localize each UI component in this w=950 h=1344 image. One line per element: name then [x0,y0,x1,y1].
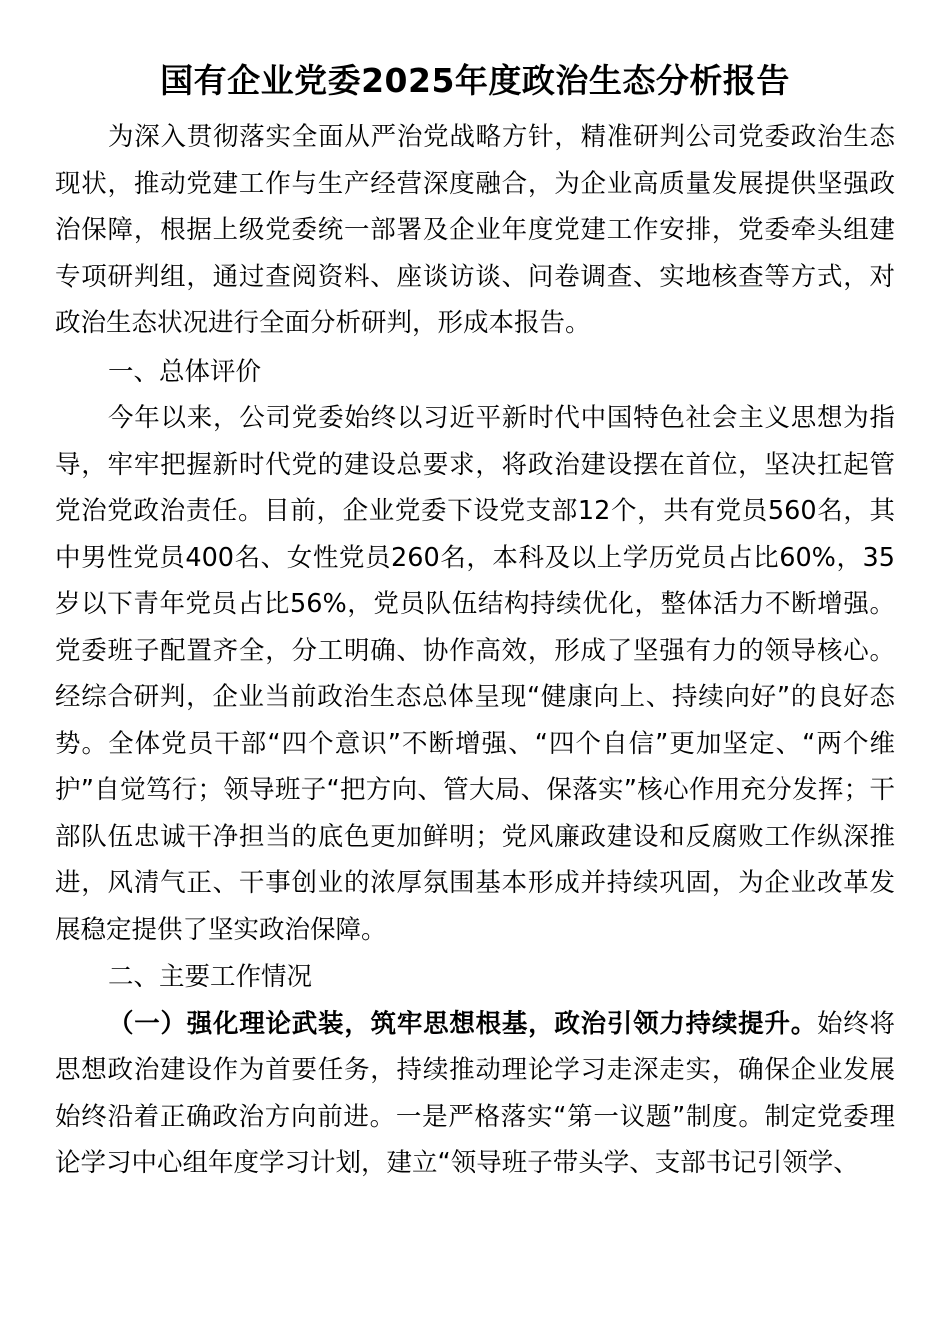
section-heading-main-work: 二、主要工作情况 [108,962,313,992]
intro-paragraph: 为深入贯彻落实全面从严治党战略方针，精准研判公司党委政治生态现状，推动党建工作与生产经营深度融合，为企业高质量发展提供坚强政治保障，根据上级党委统一部署及企业年度党建工作安排，党委牵头组建专项研判组，通过查阅资料、座谈访谈、问卷调查、实地核查等方式，对政治生态状况进行全面分析研判，形成本报告。 [55,122,895,338]
subsection-one-text: 始终将思想政治建设作为首要任务，持续推动理论学习走深走实，确保企业发展始终沿着正确政治方向前进。一是严格落实“第一议题”制度。制定党委理论学习中心组年度学习计划，建立“领导班子带头学、支部书记引领学、 [55,1008,895,1178]
section-heading-overall-evaluation: 一、总体评价 [108,356,262,387]
document-body [55,0,895,1187]
subsection-one-lead: （一）强化理论武装，筑牢思想根基，政治引领力持续提升。 [108,1008,817,1039]
subsection-one-paragraph [55,1001,895,1187]
page-title: 国有企业党委2025年度政治生态分析报告 [160,61,790,100]
overall-evaluation-paragraph: 今年以来，公司党委始终以习近平新时代中国特色社会主义思想为指导，牢牢把握新时代党的建设总要求，将政治建设摆在首位，坚决扛起管党治党政治责任。目前，企业党委下设党支部12个，共有党员560名，其中男性党员400名、女性党员260名，本科及以上学历党员占比60%，35岁以下青年党员占比56%，党员队伍结构持续优化，整体活力不断增强。党委班子配置齐全，分工明确、协作高效，形成了坚强有力的领导核心。经综合研判，企业当前政治生态总体呈现“健康向上、持续向好”的良好态势。全体党员干部“四个意识”不断增强、“四个自信”更加坚定、“两个维护”自觉笃行；领导班子“把方向、管大局、保落实”核心作用充分发挥；干部队伍忠诚干净担当的底色更加鲜明；党风廉政建设和反腐败工作纵深推进，风清气正、干事创业的浓厚氛围基本形成并持续巩固，为企业改革发展稳定提供了坚实政治保障。 [55,403,895,945]
